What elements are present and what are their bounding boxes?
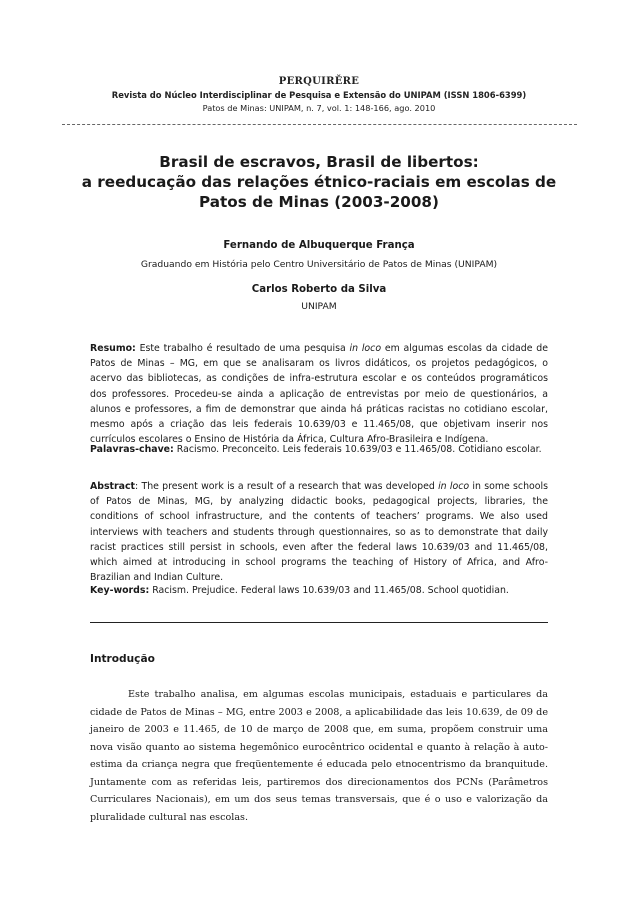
journal-subtitle: Revista do Núcleo Interdisciplinar de Pesquisa e Extensão do UNIPAM (ISSN 1806-6399) — [111, 90, 527, 100]
author-2-affiliation: UNIPAM — [301, 301, 337, 312]
journal-header — [90, 76, 548, 113]
abstract-text-end: in some schools of Patos de Minas, MG, by analyzing didactic books, pedagogical projects, libraries, the conditions of school infrastructure, and the contents of teachers’ programs. We also used interviews with teachers and students through questionnaires, so as to demonstrate that daily racist practices still persist in schools, even after the federal laws 10.639/03 and 11.465/08, which aimed at introducing in school programs the teaching of History of Africa, and Afro-Brazilian and Indian Culture. — [90, 481, 548, 584]
abstract-text-start: : The present work is a result of a research that was developed — [135, 481, 439, 492]
journal-name: PERQUIRĚRE — [278, 76, 360, 87]
key-words-label: Key-words: — [90, 585, 150, 596]
resumo-text-end: em algumas escolas da cidade de Patos de Minas – MG, em que se analisaram os livros didáticos, os projetos pedagógicos, o acervo das bibliotecas, as condições de infra-estrutura escolar e os conteúdos programáticos dos professores. Procedeu-se ainda a aplicação de entrevistas por meio de questionários, a alunos e professores, a fim de demonstrar que ainda há práticas racistas no cotidiano escolar, mesmo após a criação das leis federais 10.639/03 e 11.465/08, que objetivam inserir nos currículos escolares o Ensino de História da África, Cultura Afro-Brasileira e Indígena. — [90, 343, 548, 446]
introducao-paragraph: Este trabalho analisa, em algumas escolas municipais, estaduais e particulares da cidade de Patos de Minas – MG, entre 2003 e 2008, a aplicabilidade das leis 10.639, de 09 de janeiro de 2003 e 11.465, de 10 de março de 2008 que, em suma, propõem construir uma nova visão quanto ao sistema hegemônico eurocêntrico ocidental e quanto à relação à auto-estima da criança negra que freqüentemente é educada pelo etnocentrismo da branquitude. Juntamente com as referidas leis, partiremos dos direcionamentos dos PCNs (Parâmetros Curriculares Nacionais), em um dos seus temas transversais, que é o uso e valorização da pluralidade cultural nas escolas. — [90, 689, 548, 823]
title-line-3: Patos de Minas (2003-2008) — [199, 193, 439, 211]
resumo-text-start: Este trabalho é resultado de uma pesquisa — [135, 343, 350, 354]
abstract-italic: in loco — [438, 481, 470, 492]
key-words-paragraph — [90, 583, 548, 598]
resumo-italic: in loco — [349, 343, 382, 354]
title-line-2: a reeducação das relações étnico-raciais em escolas de — [81, 173, 557, 191]
section-heading-introducao: Introdução — [90, 653, 155, 665]
article-title — [80, 152, 558, 212]
title-line-1: Brasil de escravos, Brasil de libertos: — [159, 153, 479, 171]
resumo-paragraph — [90, 341, 548, 447]
palavras-chave-label: Palavras-chave: — [90, 444, 174, 455]
header-divider — [62, 124, 577, 125]
palavras-chave-paragraph — [90, 442, 548, 457]
author-2-name: Carlos Roberto da Silva — [251, 284, 387, 295]
author-1-name: Fernando de Albuquerque França — [223, 240, 415, 251]
author-1-affiliation: Graduando em História pelo Centro Universitário de Patos de Minas (UNIPAM) — [140, 259, 498, 270]
journal-citation: Patos de Minas: UNIPAM, n. 7, vol. 1: 148-166, ago. 2010 — [202, 103, 436, 113]
palavras-chave-text: Racismo. Preconceito. Leis federais 10.639/03 e 11.465/08. Cotidiano escolar. — [173, 444, 542, 455]
abstract-paragraph — [90, 479, 548, 585]
abstract-label: Abstract — [90, 481, 136, 492]
key-words-text: Racism. Prejudice. Federal laws 10.639/03 and 11.465/08. School quotidian. — [149, 585, 509, 596]
resumo-label: Resumo: — [90, 343, 136, 354]
section-divider — [90, 622, 548, 623]
